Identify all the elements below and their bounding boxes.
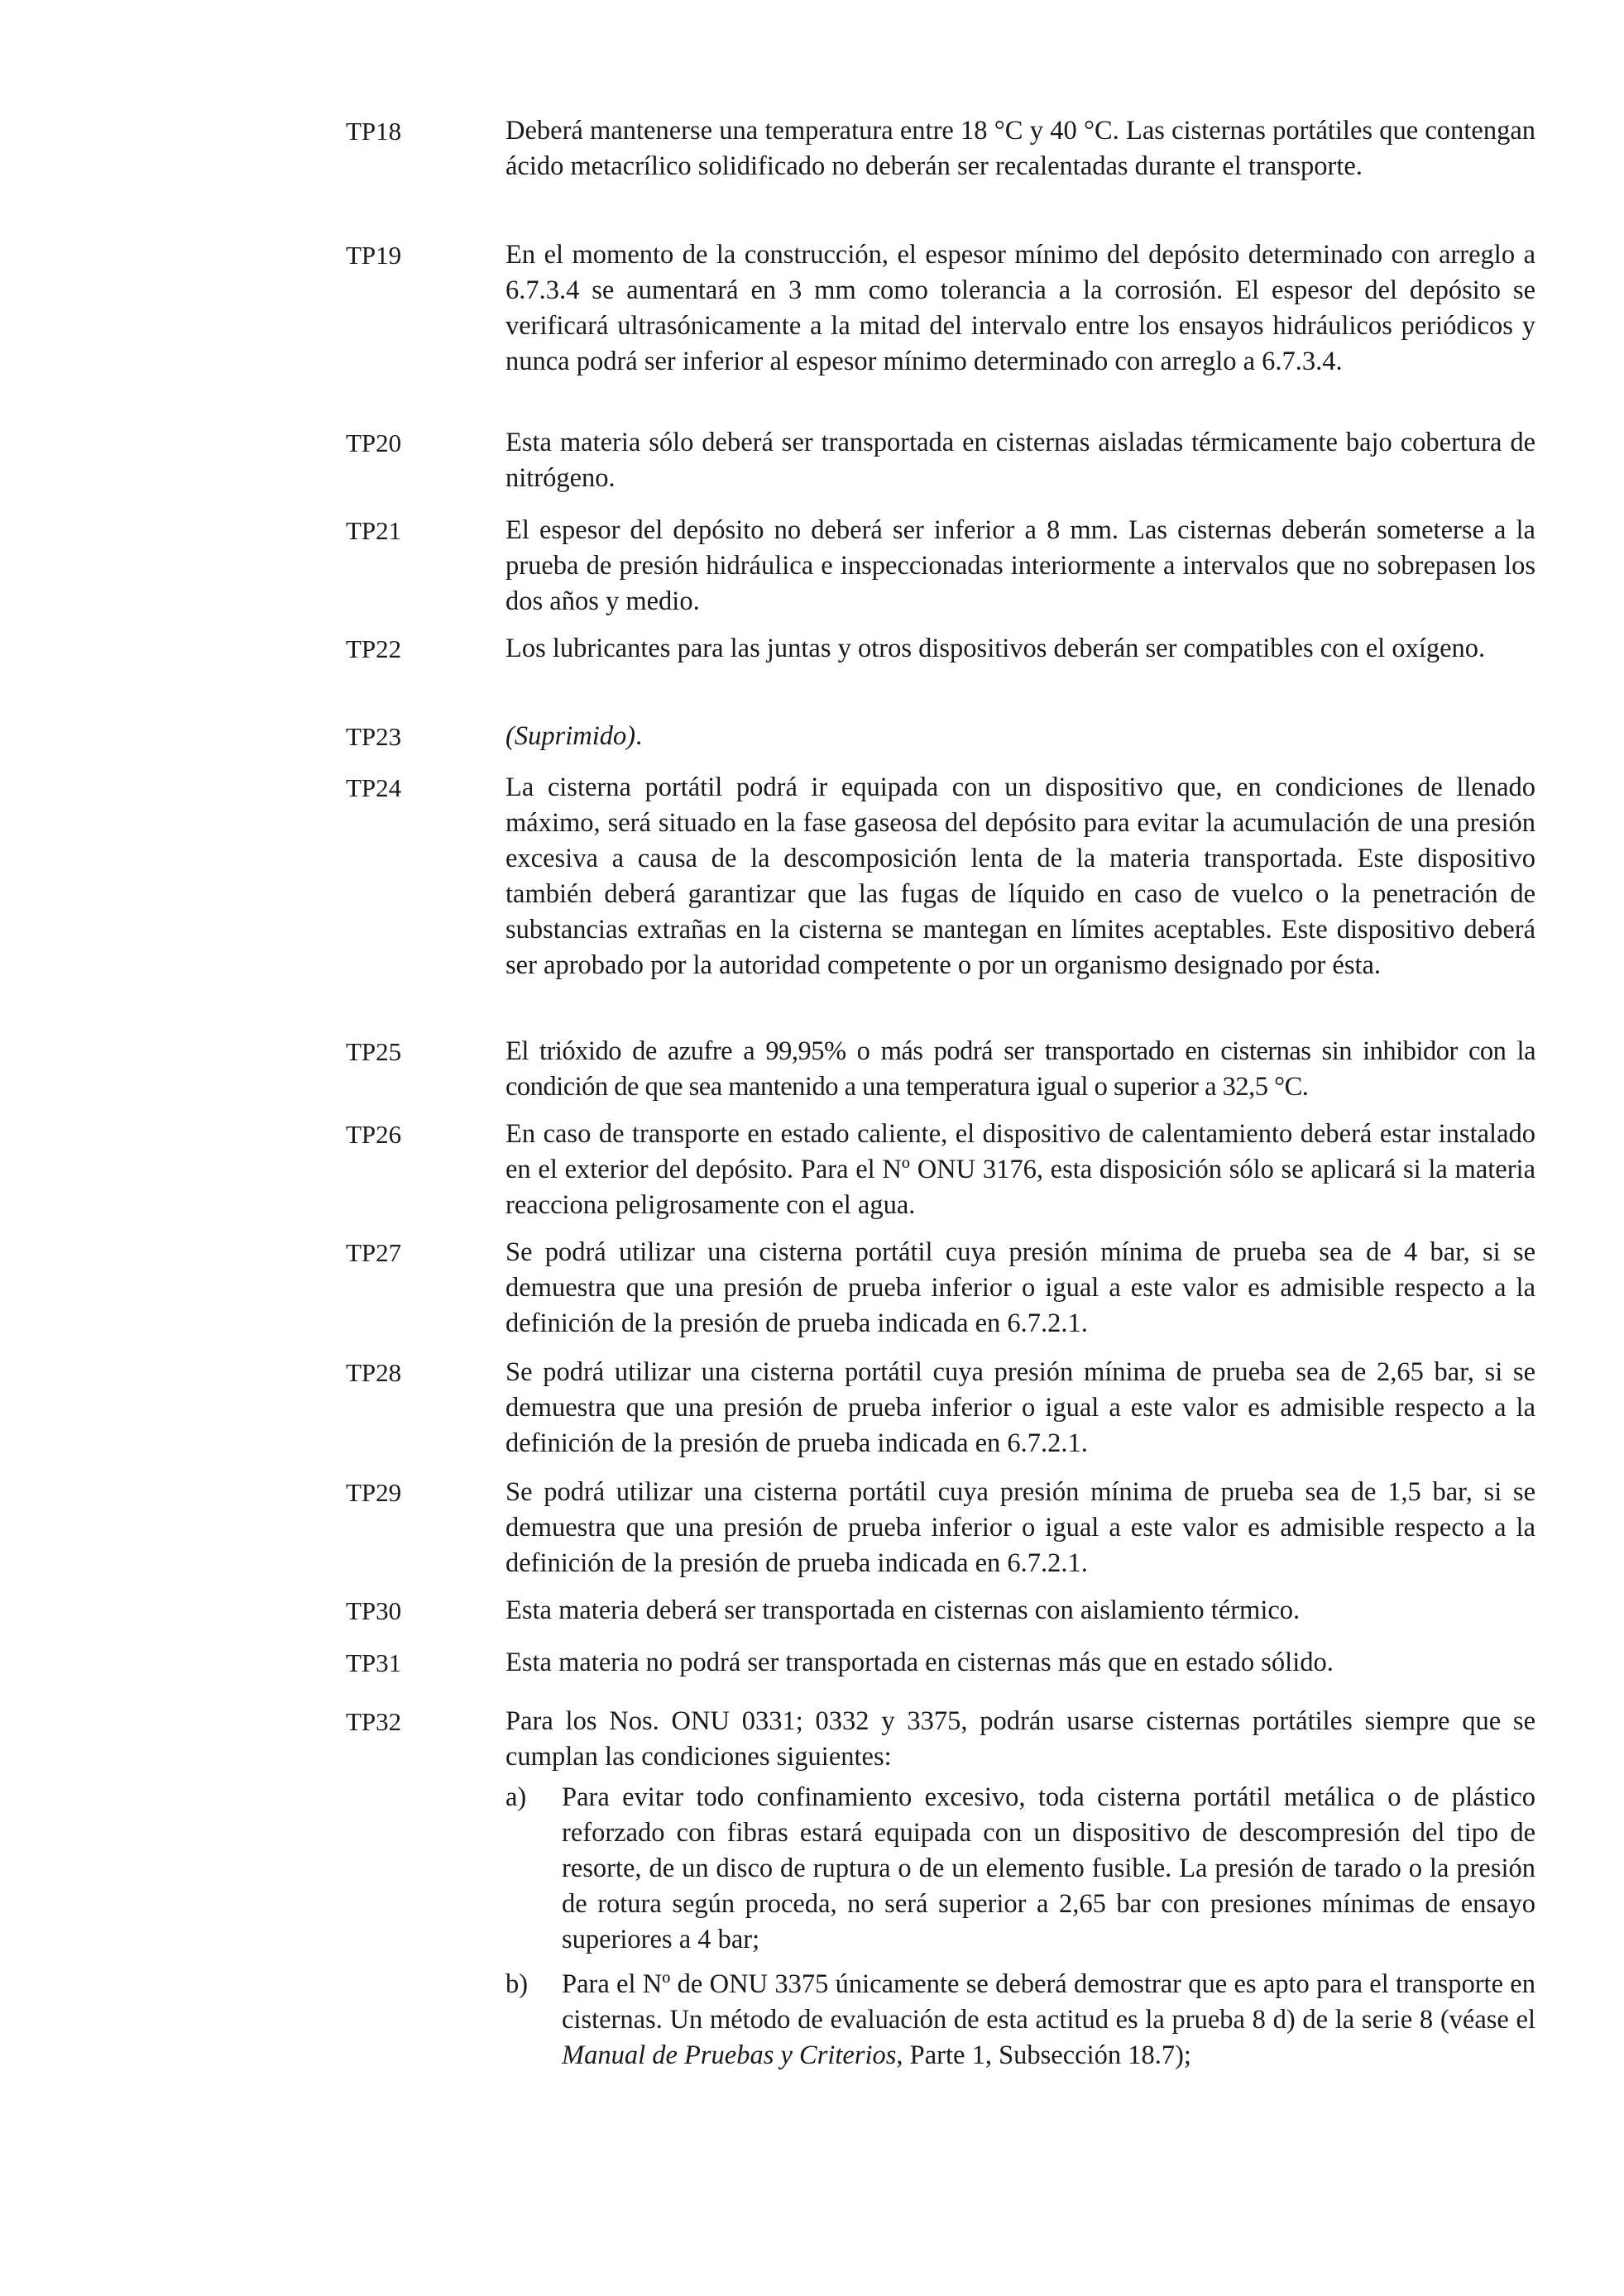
provision-text: Deberá mantenerse una temperatura entre 18 °C y 40 °C. Las cisternas portátiles que contengan ácido metacrílico solidificado no deberán ser recalentadas durante el transporte.	[505, 116, 1535, 181]
provision-text: En caso de transporte en estado caliente, el dispositivo de calentamiento deberá estar instalado en el exterior del depósito. Para el Nº ONU 3176, esta disposición sólo se aplicará si la materia reacciona peligrosamente con el agua.	[505, 1119, 1535, 1220]
provision-text: El espesor del depósito no deberá ser inferior a 8 mm. Las cisternas deberán someterse a la prueba de presión hidráulica e inspeccionadas interiormente a intervalos que no sobrepasen los dos años y medio.	[505, 515, 1535, 616]
provision-code: TP19	[346, 241, 402, 270]
provision-code: TP26	[346, 1120, 402, 1149]
sub-item-text: Para el Nº de ONU 3375 únicamente se deberá demostrar que es apto para el transporte en cisternas. Un método de evaluación de esta actitud es la prueba 8 d) de la serie 8 (véase el Manual de Pruebas y Criterios, Parte 1, Subsección 18.7);	[562, 1969, 1535, 2070]
provision-text: En el momento de la construcción, el espesor mínimo del depósito determinado con arreglo a 6.7.3.4 se aumentará en 3 mm como tolerancia a la corrosión. El espesor del depósito se verificará ultrasónicamente a la mitad del intervalo entre los ensayos hidráulicos periódicos y nunca podrá ser inferior al espesor mínimo determinado con arreglo a 6.7.3.4.	[505, 240, 1535, 376]
provision-code: TP24	[346, 773, 402, 802]
provision-text: Se podrá utilizar una cisterna portátil cuya presión mínima de prueba sea de 2,65 bar, si se demuestra que una presión de prueba inferior o igual a este valor es admisible respecto a la definición de la presión de prueba indicada en 6.7.2.1.	[505, 1357, 1535, 1458]
provision-code: TP21	[346, 516, 402, 545]
provision-code: TP29	[346, 1478, 402, 1507]
provision-text: Esta materia no podrá ser transportada en cisternas más que en estado sólido.	[505, 1648, 1334, 1677]
provision-text: Esta materia deberá ser transportada en cisternas con aislamiento térmico.	[505, 1595, 1301, 1625]
provision-text: La cisterna portátil podrá ir equipada con un dispositivo que, en condiciones de llenado máximo, será situado en la fase gaseosa del depósito para evitar la acumulación de una presión excesiva a causa de la descomposición lenta de la materia transportada. Este dispositivo también deberá garantizar que las fugas de líquido en caso de vuelco o la penetración de substancias extrañas en la cisterna se mantegan en límites aceptables. Este dispositivo deberá ser aprobado por la autoridad competente o por un organismo designado por ésta.	[505, 773, 1535, 980]
sub-item-b	[505, 1967, 1535, 2074]
provision-code: TP28	[346, 1358, 402, 1387]
sub-item-text: Para evitar todo confinamiento excesivo, toda cisterna portátil metálica o de plástico reforzado con fibras estará equipada con un dispositivo de descompresión del tipo de resorte, de un disco de ruptura o de un elemento fusible. La presión de tarado o la presión de rotura según proceda, no será superior a 2,65 bar con presiones mínimas de ensayo superiores a 4 bar;	[562, 1782, 1535, 1954]
sub-item-a	[505, 1780, 1535, 1958]
manual-title: Manual de Pruebas y Criterios	[562, 2040, 897, 2070]
provision-code: TP32	[346, 1707, 402, 1736]
provision-text: Los lubricantes para las juntas y otros dispositivos deberán ser compatibles con el oxígeno.	[505, 634, 1486, 663]
provision-text: Para los Nos. ONU 0331; 0332 y 3375, podrán usarse cisternas portátiles siempre que se cumplan las condiciones siguientes: a) Para evitar todo confinamiento excesivo, toda cisterna portátil metálica o de plástico reforzado con fibras estará equipada con un dispositivo de descompresión del tipo de resorte, de un disco de ruptura o de un elemento fusible. La presión de tarado o la presión de rotura según proceda, no será superior a 2,65 bar con presiones mínimas de ensayo superiores a 4 bar; b) Para el Nº de ONU 3375 únicamente se deberá demostrar que es apto para el transporte en cisternas. Un método de evaluación de esta actitud es la prueba 8 d) de la serie 8 (véase el Manual de Pruebas y Criterios, Parte 1, Subsección 18.7);	[505, 1704, 1535, 2083]
provision-code: TP27	[346, 1238, 402, 1267]
provision-code: TP23	[346, 722, 402, 751]
provision-text: Esta materia sólo deberá ser transportada en cisternas aisladas térmicamente bajo cobertura de nitrógeno.	[505, 428, 1535, 493]
sub-item-label: b)	[505, 1969, 529, 1999]
provision-code: TP30	[346, 1596, 402, 1625]
provision-text: (Suprimido).	[505, 721, 643, 751]
provision-code: TP20	[346, 428, 402, 457]
provision-text: Se podrá utilizar una cisterna portátil cuya presión mínima de prueba sea de 4 bar, si se demuestra que una presión de prueba inferior o igual a este valor es admisible respecto a la definición de la presión de prueba indicada en 6.7.2.1.	[505, 1237, 1535, 1338]
provision-text: Se podrá utilizar una cisterna portátil cuya presión mínima de prueba sea de 1,5 bar, si se demuestra que una presión de prueba inferior o igual a este valor es admisible respecto a la definición de la presión de prueba indicada en 6.7.2.1.	[505, 1477, 1535, 1578]
provision-code: TP18	[346, 117, 402, 146]
provision-code: TP31	[346, 1648, 402, 1677]
deleted-marker: (Suprimido)	[505, 721, 636, 751]
sub-list	[505, 1780, 1535, 2074]
provision-code: TP25	[346, 1037, 402, 1066]
provision-code: TP22	[346, 634, 402, 663]
provision-text: El trióxido de azufre a 99,95% o más podrá ser transportado en cisternas sin inhibidor con la condición de que sea mantenido a una temperatura igual o superior a 32,5 °C.	[505, 1036, 1535, 1102]
sub-item-label: a)	[505, 1782, 527, 1812]
